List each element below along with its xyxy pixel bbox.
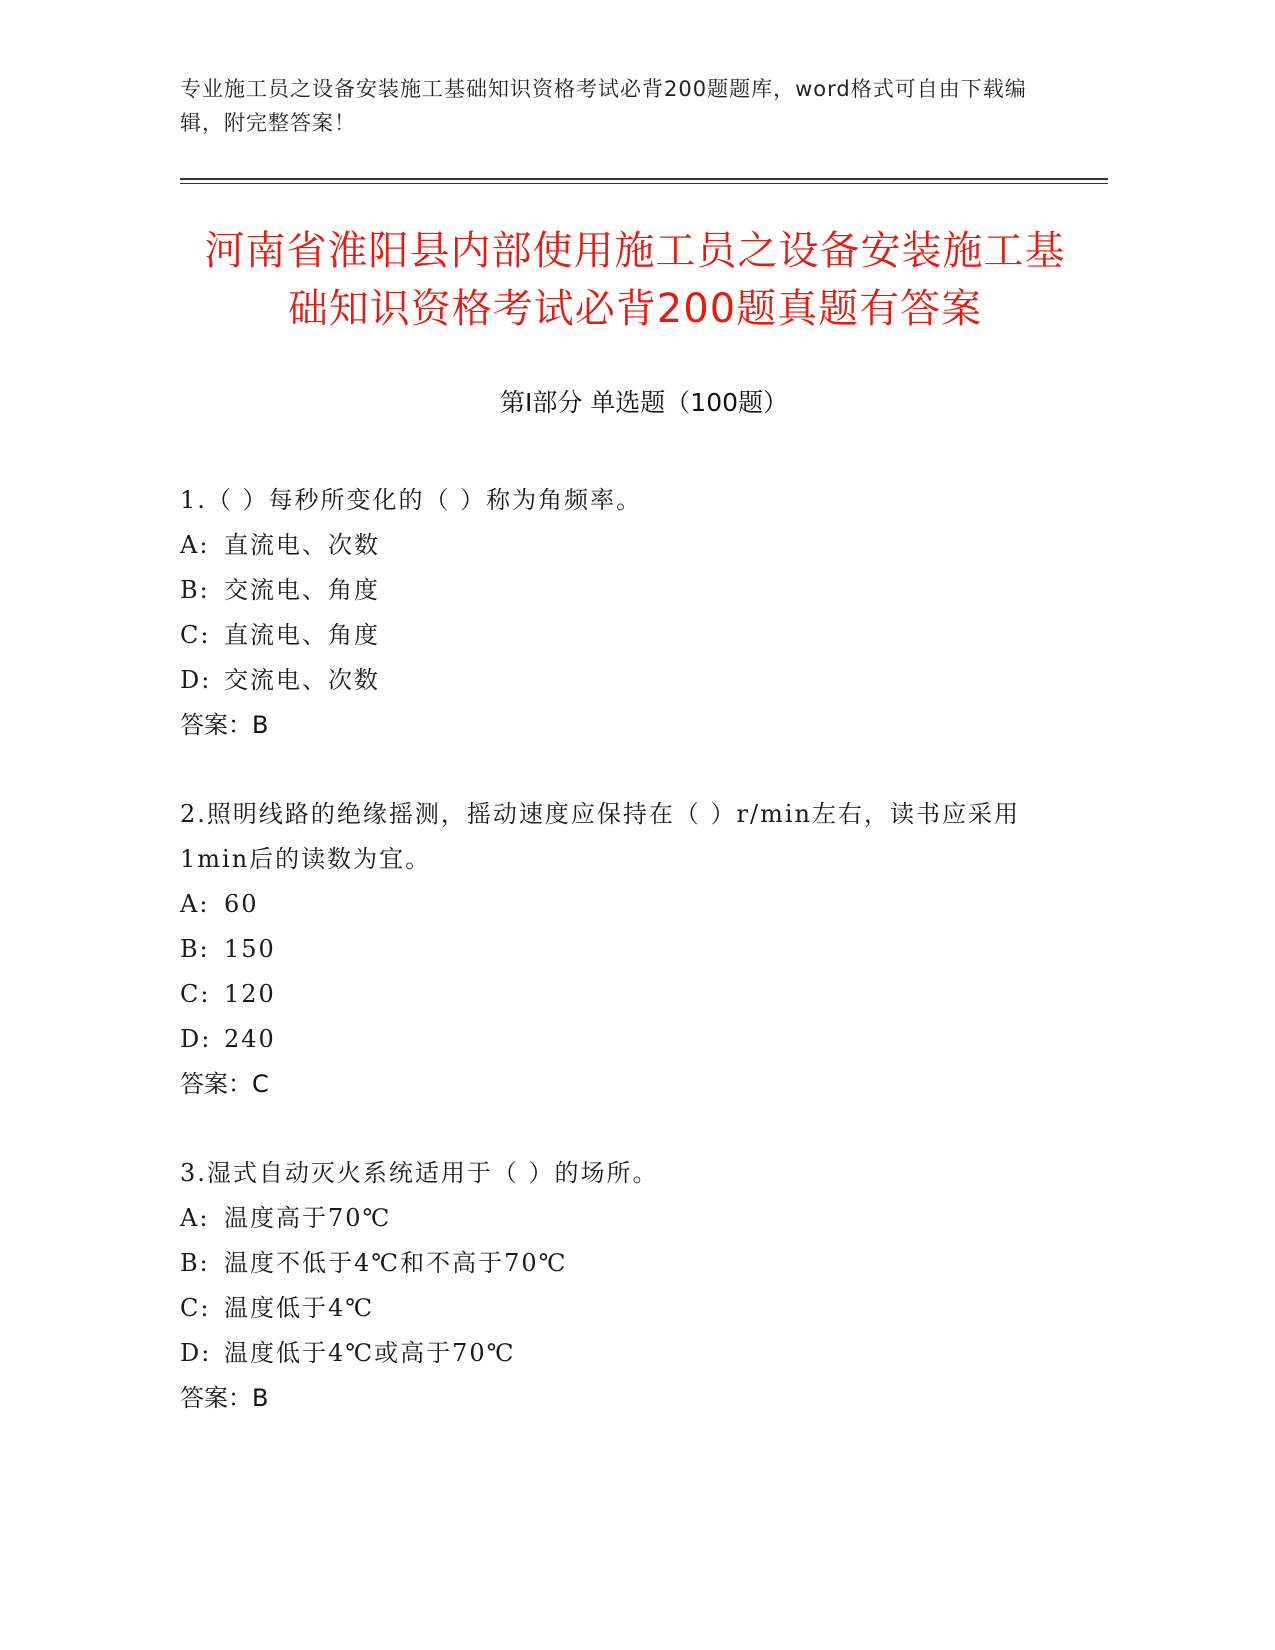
option-letter: C: (180, 1294, 211, 1322)
answer-line: 答案：B (180, 1384, 269, 1412)
option-d (180, 658, 1040, 703)
option-letter: C: (180, 980, 211, 1008)
question-1 (180, 478, 1040, 748)
option-text: 150 (224, 935, 276, 963)
option-text: 240 (224, 1025, 276, 1053)
option-b (180, 927, 1040, 972)
option-a (180, 523, 1040, 568)
option-a (180, 882, 1040, 927)
option-d (180, 1331, 1040, 1376)
option-text: 温度低于4℃ (224, 1294, 375, 1322)
option-letter: D: (180, 1339, 212, 1367)
option-c (180, 972, 1040, 1017)
option-c (180, 613, 1040, 658)
question-stem: 3.湿式自动灭火系统适用于（ ）的场所。 (180, 1159, 659, 1187)
option-letter: B: (180, 935, 210, 963)
option-b (180, 1241, 1040, 1286)
option-c (180, 1286, 1040, 1331)
option-letter: C: (180, 621, 211, 649)
header-note: 专业施工员之设备安装施工基础知识资格考试必背200题题库，word格式可自由下载编辑，附完整答案！ (180, 77, 1027, 135)
question-stem: 2.照明线路的绝缘摇测，摇动速度应保持在（ ）r/min左右，读书应采用1min后的读数为宜。 (180, 800, 1020, 873)
option-letter: D: (180, 666, 212, 694)
answer-line: 答案：C (180, 1070, 269, 1098)
option-letter: A: (180, 1204, 210, 1232)
option-letter: B: (180, 576, 210, 604)
header-divider (180, 178, 1108, 180)
option-a (180, 1196, 1040, 1241)
option-d (180, 1017, 1040, 1062)
option-letter: B: (180, 1249, 210, 1277)
option-b (180, 568, 1040, 613)
option-letter: A: (180, 890, 210, 918)
question-list (180, 478, 1040, 1465)
question-stem: 1.（ ）每秒所变化的（ ）称为角频率。 (180, 486, 643, 514)
answer-line: 答案：B (180, 711, 269, 739)
option-text: 60 (224, 890, 259, 918)
option-text: 直流电、次数 (224, 531, 380, 559)
question-3 (180, 1151, 1040, 1421)
document-title: 河南省淮阳县内部使用施工员之设备安装施工基础知识资格考试必背200题真题有答案 (204, 228, 1066, 332)
option-text: 120 (224, 980, 276, 1008)
section-heading: 第Ⅰ部分 单选题（100题） (499, 388, 789, 417)
question-2 (180, 792, 1040, 1107)
option-letter: D: (180, 1025, 212, 1053)
option-text: 交流电、角度 (224, 576, 380, 604)
option-text: 温度低于4℃或高于70℃ (224, 1339, 516, 1367)
option-text: 交流电、次数 (224, 666, 380, 694)
option-text: 直流电、角度 (224, 621, 380, 649)
option-text: 温度高于70℃ (224, 1204, 392, 1232)
option-letter: A: (180, 531, 210, 559)
header-divider-thin (180, 183, 1108, 184)
option-text: 温度不低于4℃和不高于70℃ (224, 1249, 568, 1277)
